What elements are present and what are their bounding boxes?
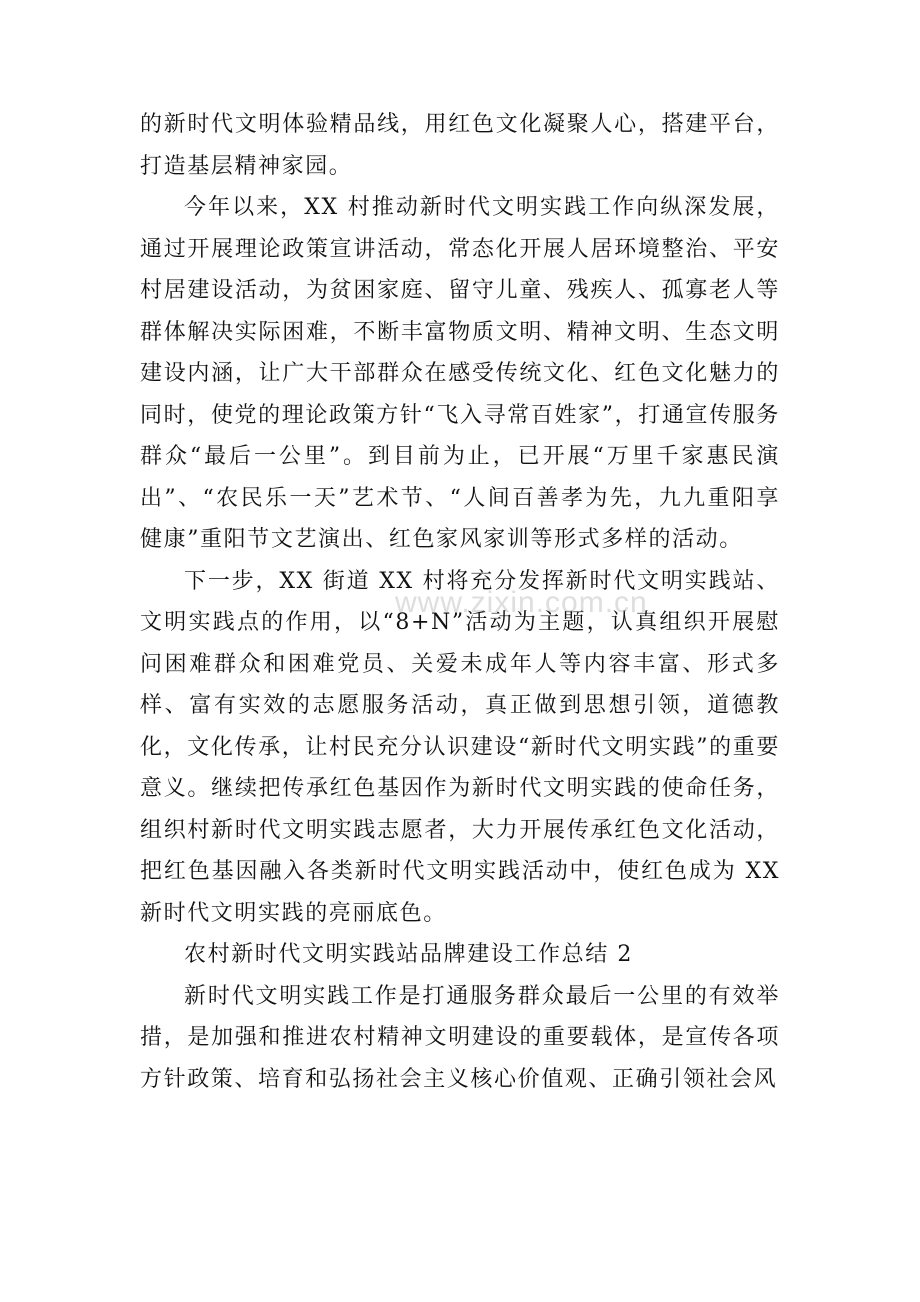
section-title: 农村新时代文明实践站品牌建设工作总结 2 (184, 942, 633, 967)
paragraph-next-step: 下一步，XX 街道 XX 村将充分发挥新时代文明实践站、文明实践点的作用，以“8+N”活动为主题，认真组织开展慰问困难群众和困难党员、关爱未成年人等内容丰富、形式多样、富有实效的志愿服务活动，真正做到思想引领，道德教化，文化传承，让村民充分认识建设“新时代文明实践”的重要意义。继续把传承红色基因作为新时代文明实践的使命任务，组织村新时代文明实践志愿者，大力开展传承红色文化活动，把红色基因融入各类新时代文明实践活动中，使红色成为 XX 新时代文明实践的亮丽底色。 (140, 568, 780, 926)
paragraph-this-year: 今年以来，XX 村推动新时代文明实践工作向纵深发展，通过开展理论政策宣讲活动，常态化开展人居环境整治、平安村居建设活动，为贫困家庭、留守儿童、残疾人、孤寡老人等群体解决实际困难，不断丰富物质文明、精神文明、生态文明建设内涵，让广大干部群众在感受传统文化、红色文化魅力的同时，使党的理论政策方针“飞入寻常百姓家”，打通宣传服务群众“最后一公里”。到目前为止，已开展“万里千家惠民演出”、“农民乐一天”艺术节、“人间百善孝为先，九九重阳享健康”重阳节文艺演出、红色家风家训等形式多样的活动。 (140, 195, 780, 552)
paragraph-intro-2: 新时代文明实践工作是打通服务群众最后一公里的有效举措，是加强和推进农村精神文明建设的重要载体，是宣传各项方针政策、培育和弘扬社会主义核心价值观、正确引领社会风 (140, 983, 780, 1092)
watermark: www.zixin.com.cn (395, 586, 648, 619)
paragraph-continuation: 的新时代文明体验精品线，用红色文化凝聚人心，搭建平台，打造基层精神家园。 (140, 112, 780, 179)
document-body (140, 104, 780, 1100)
